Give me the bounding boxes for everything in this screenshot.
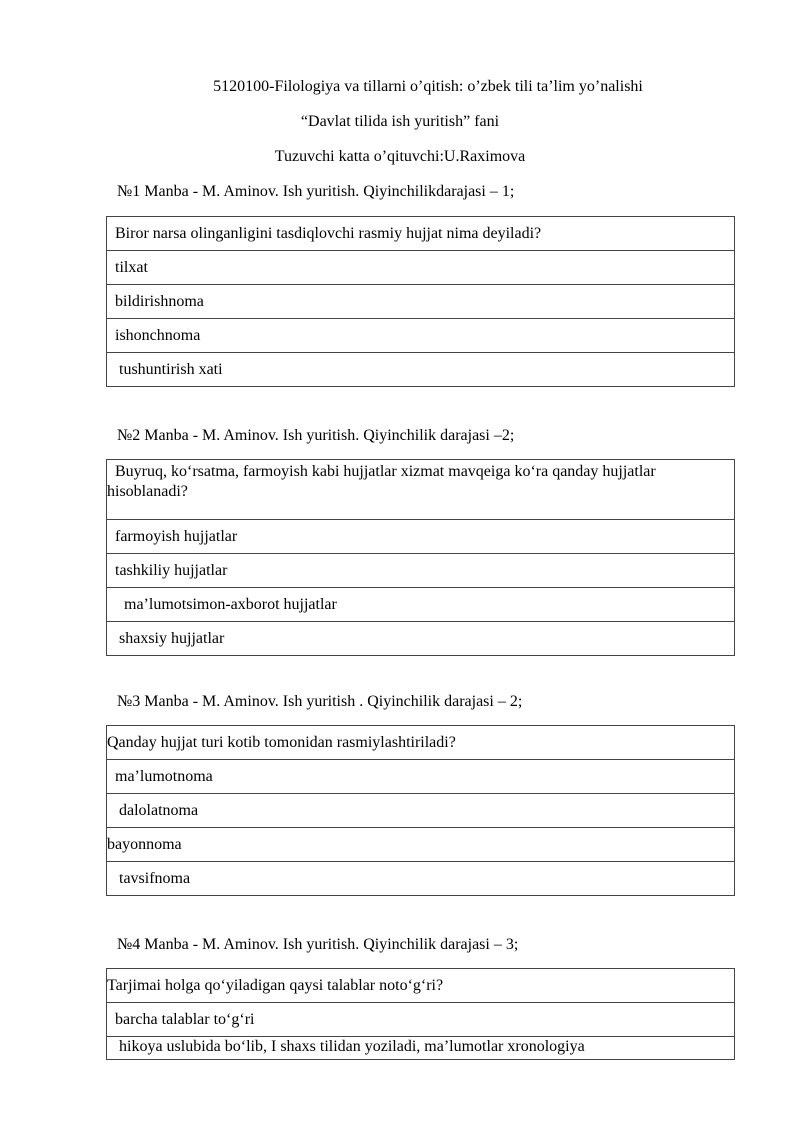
question-2-text: Buyruq, ko‘rsatma, farmoyish kabi hujjatlar xizmat mavqeiga ko‘ra qanday hujjatlar hisoblanadi? (107, 460, 735, 520)
question-3-table (106, 725, 735, 896)
question-4-text: Tarjimai holga qo‘yiladigan qaysi talablar noto‘g‘ri? (107, 969, 735, 1003)
question-1-option-3: ishonchnoma (107, 319, 735, 353)
question-2-option-1: farmoyish hujjatlar (107, 520, 735, 554)
question-2-option-2: tashkiliy hujjatlar (107, 554, 735, 588)
question-3-option-4: tavsifnoma (107, 862, 735, 896)
question-4-table (106, 968, 735, 1060)
question-3-option-1: ma’lumotnoma (107, 760, 735, 794)
question-3-option-3: bayonnoma (107, 828, 735, 862)
header-program: 5120100-Filologiya va tillarni o’qitish: o’zbek tili ta’lim yo’nalishi (213, 78, 643, 95)
question-1-text: Biror narsa olinganligini tasdiqlovchi rasmiy hujjat nima deyiladi? (107, 217, 735, 251)
question-3-source: №3 Manba - M. Aminov. Ish yuritish . Qiyinchilik darajasi – 2; (117, 693, 523, 710)
question-1-option-1: tilxat (107, 251, 735, 285)
question-1-table (106, 216, 735, 387)
question-2-source: №2 Manba - M. Aminov. Ish yuritish. Qiyinchilik darajasi –2; (117, 427, 515, 444)
question-2-option-3: ma’lumotsimon-axborot hujjatlar (107, 588, 735, 622)
question-1-source: №1 Manba - M. Aminov. Ish yuritish. Qiyinchilikdarajasi – 1; (117, 183, 515, 200)
question-3-option-2: dalolatnoma (107, 794, 735, 828)
question-2-option-4: shaxsiy hujjatlar (107, 622, 735, 656)
question-4-source: №4 Manba - M. Aminov. Ish yuritish. Qiyinchilik darajasi – 3; (117, 936, 519, 953)
question-2-table (106, 459, 735, 656)
question-4-option-2: hikoya uslubida bo‘lib, I shaxs tilidan yoziladi, ma’lumotlar xronologiya (107, 1037, 735, 1060)
question-1-option-2: bildirishnoma (107, 285, 735, 319)
header-course: “Davlat tilida ish yuritish” fani (300, 113, 500, 130)
question-3-text: Qanday hujjat turi kotib tomonidan rasmiylashtiriladi? (107, 726, 735, 760)
header-author: Tuzuvchi katta o’qituvchi:U.Raximova (274, 148, 526, 165)
question-1-option-4: tushuntirish xati (107, 353, 735, 387)
question-4-option-1: barcha talablar to‘g‘ri (107, 1003, 735, 1037)
